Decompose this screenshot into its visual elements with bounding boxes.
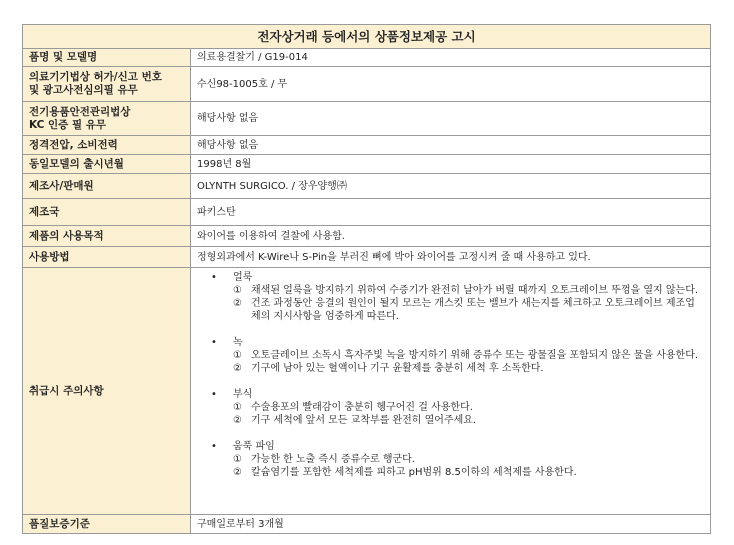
value-warranty: 구매일로부터 3개월: [191, 515, 711, 534]
caution-text: 오토클레이브 소독시 흑자주빛 녹을 방지하기 위해 증류수 또는 광물질을 포함되지 않은 물을 사용한다.: [251, 350, 699, 361]
product-info-table: [22, 24, 711, 534]
label-medical-permit-line2: 및 광고사전심의필 유무: [29, 84, 138, 96]
value-country: 파키스탄: [191, 199, 711, 226]
circled-number: ②: [233, 298, 242, 309]
bullet-icon: •: [211, 272, 217, 283]
label-kc-cert-line1: 전기용품안전관리법상: [29, 105, 131, 118]
caution-text: 기구에 남아 있는 혈액이나 기구 윤활제를 충분히 세척 후 소독한다.: [251, 363, 544, 374]
label-product-name: 품명 및 모델명: [23, 49, 191, 67]
caution-text: 건조 과정동안 응결의 원인이 될지 모르는 개스킷 또는 밸브가 새는지를 체크하고 오토크레이브 제조업체의 지시사항을 엄중하게 따른다.: [251, 298, 695, 322]
circled-number: ①: [233, 402, 242, 413]
caution-item: [197, 349, 704, 362]
label-country: 제조국: [23, 199, 191, 226]
caution-item: [197, 362, 704, 375]
caution-text: 칼슘염기를 포함한 세척제를 피하고 pH범위 8.5이하의 세척제를 사용한다.: [251, 467, 577, 478]
caution-text: 수술용포의 빨래감이 충분히 헹구어진 걸 사용한다.: [251, 402, 473, 413]
caution-section-pitting: [197, 440, 704, 479]
circled-number: ②: [233, 363, 242, 374]
caution-section-stain: [197, 271, 704, 323]
label-rated-voltage: 정격전압, 소비전력: [23, 136, 191, 155]
caution-heading: 움푹 파임: [233, 441, 275, 452]
label-release-date: 동일모델의 출시년월: [23, 155, 191, 174]
value-rated-voltage: 해당사항 없음: [191, 136, 711, 155]
caution-text: 기구 세척에 앞서 모든 교착부를 완전히 열어주세요.: [251, 415, 477, 426]
label-medical-permit-line1: 의료기기법상 허가/신고 번호: [29, 71, 162, 83]
value-kc-cert: 해당사항 없음: [191, 102, 711, 136]
value-usage: 정형외과에서 K-Wire나 S-Pin을 부러진 뼈에 박아 와이어를 고정시켜 줄 때 사용하고 있다.: [191, 247, 711, 268]
circled-number: ①: [233, 350, 242, 361]
label-warranty: 품질보증기준: [23, 515, 191, 534]
caution-item: [197, 401, 704, 414]
caution-section-rust: [197, 336, 704, 375]
label-usage: 사용방법: [23, 247, 191, 268]
caution-item: [197, 297, 704, 323]
value-release-date: 1998년 8월: [191, 155, 711, 174]
bullet-icon: •: [211, 441, 217, 452]
circled-number: ②: [233, 467, 242, 478]
label-manufacturer: 제조사/판매원: [23, 174, 191, 199]
value-purpose: 와이어를 이용하여 결찰에 사용함.: [191, 226, 711, 247]
label-kc-cert-line2: KC 인증 필 유무: [29, 118, 107, 131]
value-medical-permit: 수신98-1005호 / 무: [191, 67, 711, 102]
caution-item: [197, 453, 704, 466]
caution-item: [197, 466, 704, 479]
bullet-icon: •: [211, 389, 217, 400]
bullet-icon: •: [211, 337, 217, 348]
table-title: 전자상거래 등에서의 상품정보제공 고시: [23, 25, 711, 49]
circled-number: ①: [233, 285, 242, 296]
circled-number: ①: [233, 454, 242, 465]
label-caution: 취급시 주의사항: [23, 268, 191, 515]
caution-item: [197, 414, 704, 427]
caution-heading: 녹: [233, 337, 243, 348]
circled-number: ②: [233, 415, 242, 426]
caution-heading: 얼룩: [233, 272, 253, 283]
caution-heading: 부식: [233, 389, 253, 400]
label-medical-permit: [23, 67, 191, 102]
caution-text: 채색된 얼룩을 방지하기 위하여 수증기가 완전히 날아가 버릴 때까지 오토크레이브 뚜껑을 열지 않는다.: [251, 285, 699, 296]
caution-section-corrosion: [197, 388, 704, 427]
value-caution: [191, 268, 711, 515]
value-product-name: 의료용결찰기 / G19-014: [191, 49, 711, 67]
label-purpose: 제품의 사용목적: [23, 226, 191, 247]
caution-item: [197, 284, 704, 297]
caution-text: 가능한 한 노출 즉시 증류수로 행군다.: [251, 454, 415, 465]
label-kc-cert: [23, 102, 191, 136]
value-manufacturer: OLYNTH SURGICO. / 장우양행㈜: [191, 174, 711, 199]
